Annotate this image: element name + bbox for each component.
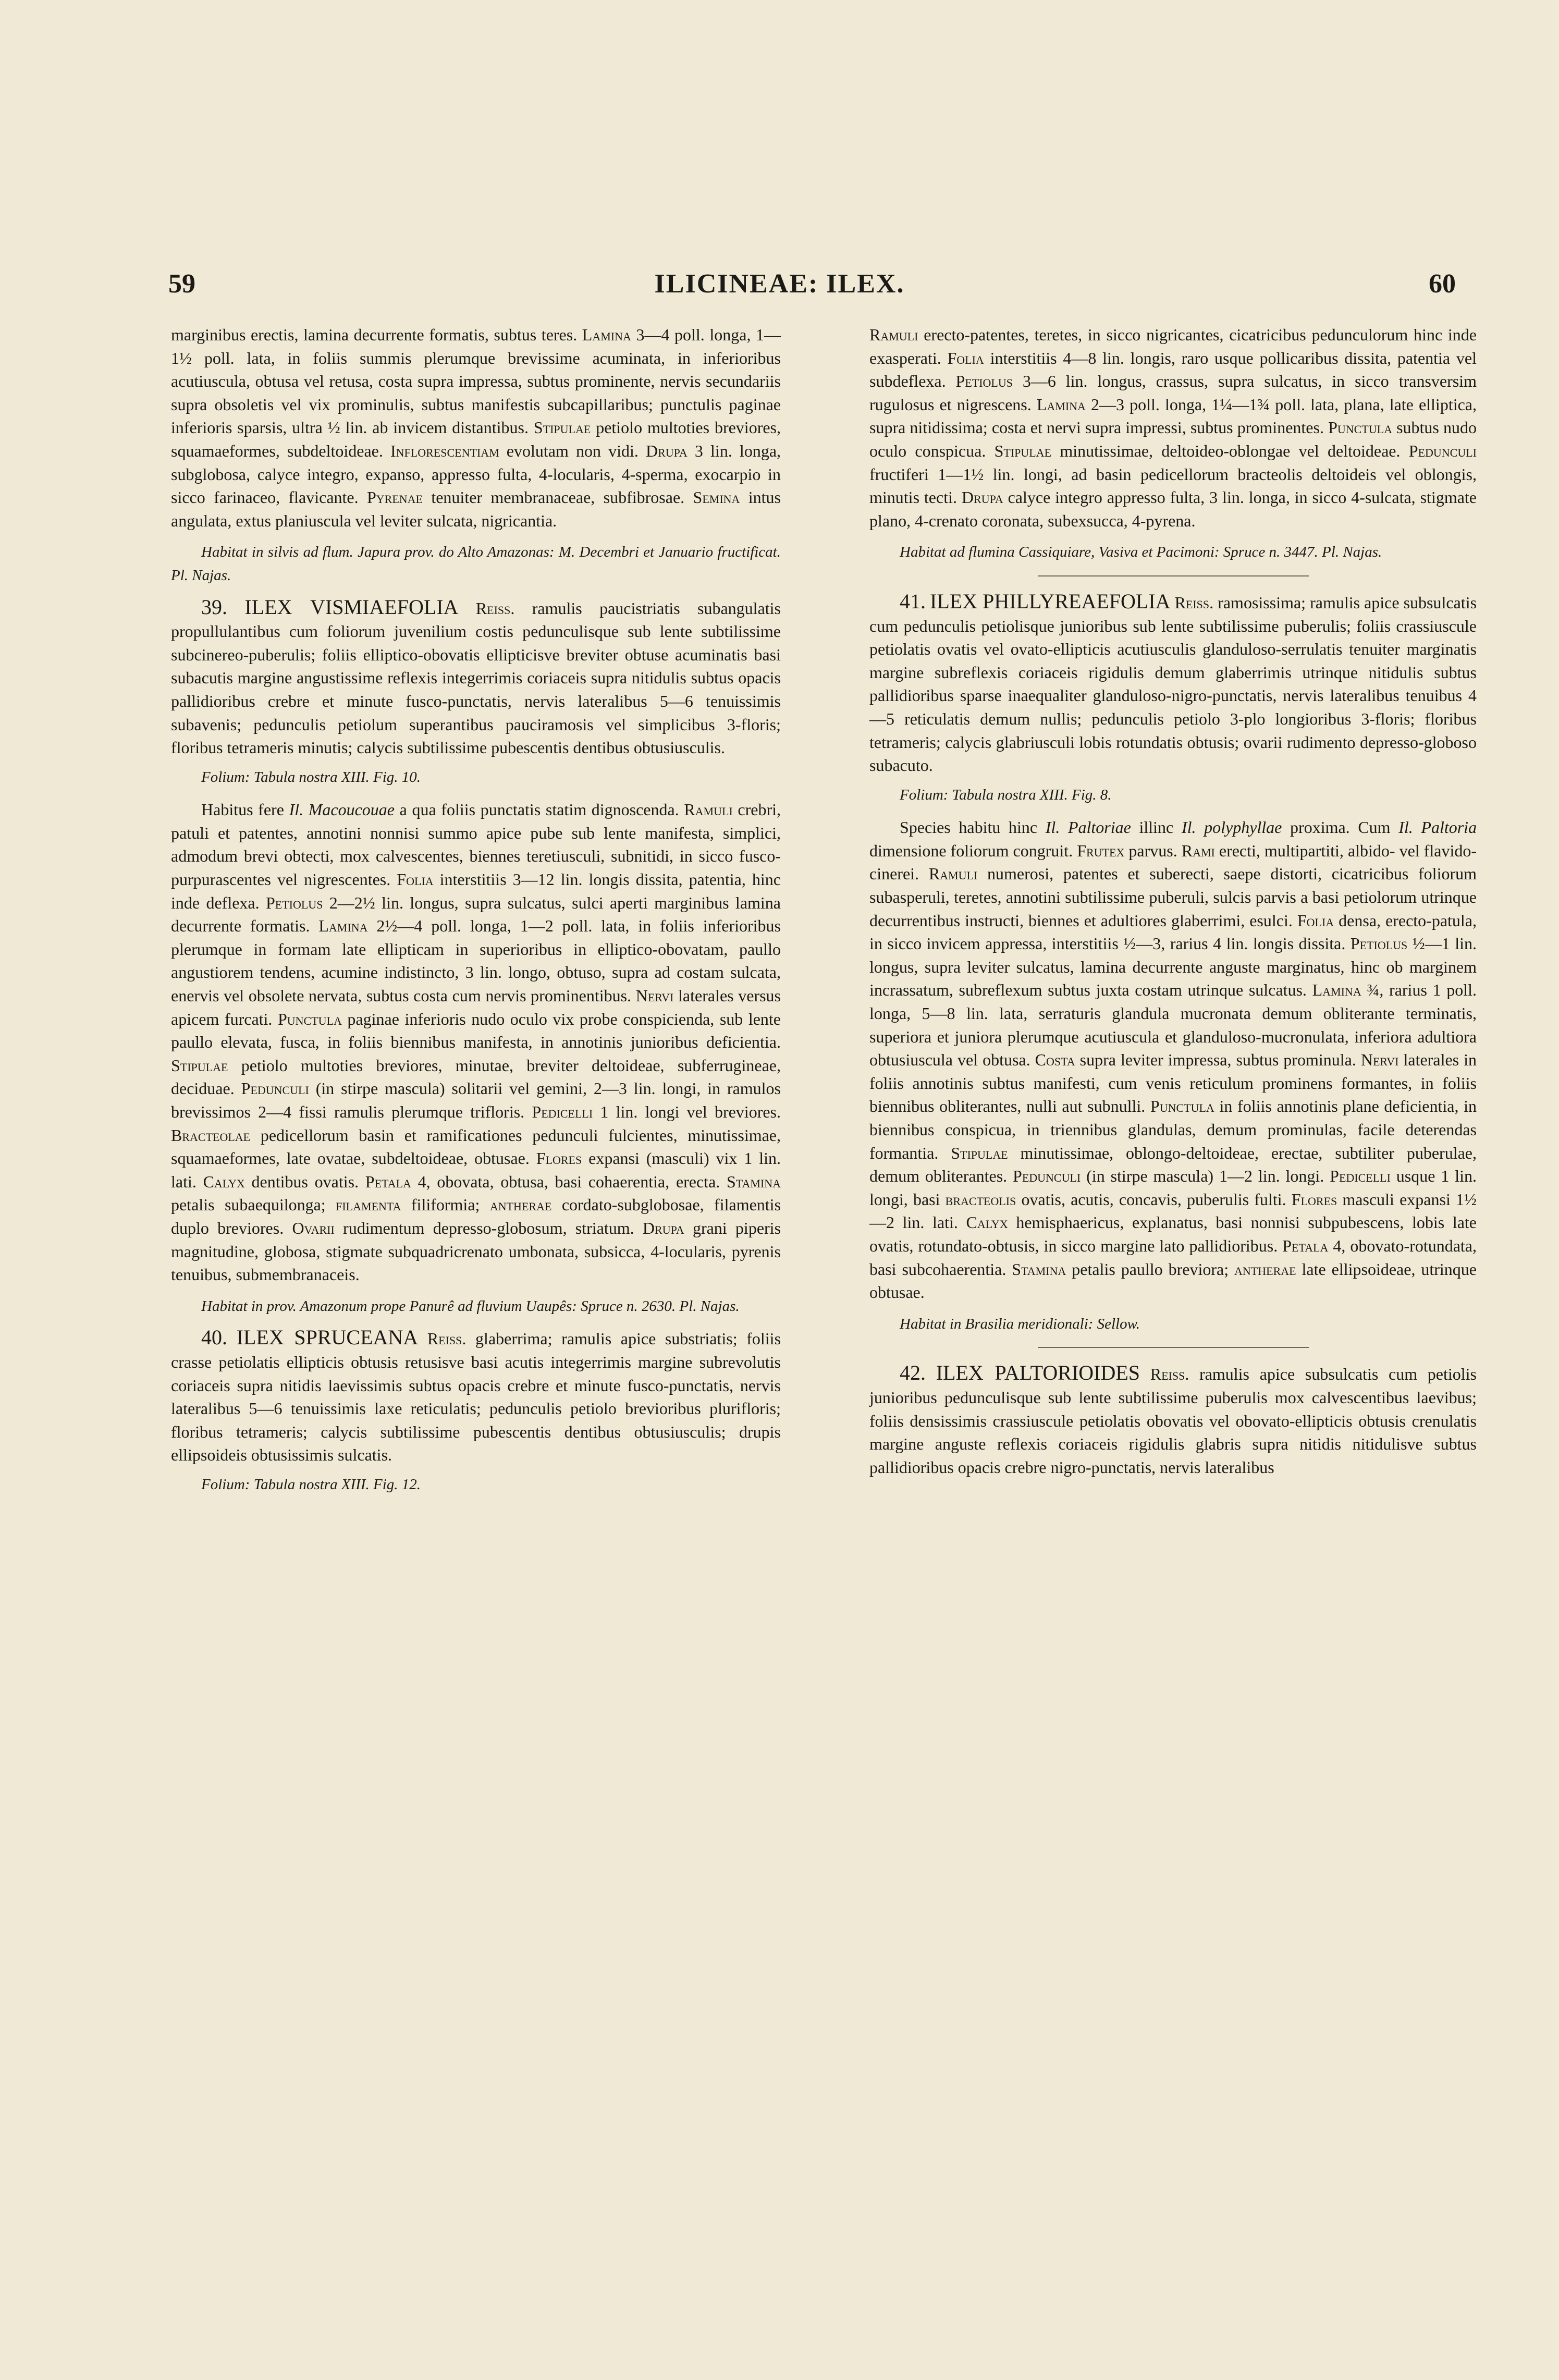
habitat-note: Habitat in Brasilia meridionali: Sellow. bbox=[900, 1315, 1140, 1332]
paragraph-continuation: marginibus erectis, lamina decurrente formatis, subtus teres. Lamina 3—4 poll. longa, 1—1½ poll. lata, in foliis summis plerumque brevissime acuminata, in inferioribus acutiuscula, obtusa vel retusa, costa supra impressa, subtus prominente, nervis secundariis supra obsoletis vel vix prominulis, subtus manifestis subcapillaribus; punctulis paginae inferioris sparsis, ultra ½ lin. ab invicem distantibus. Stipulae petiolo multoties breviores, squamaeformes, subdeltoideae. Inflorescentiam evolutam non vidi. Drupa 3 lin. longa, subglobosa, calyce integro, expanso, appresso fulta, 4-locularis, 4-sperma, exocarpio in sicco farinaceo, flavicante. Pyrenae tenuiter membranaceae, subfibrosae. Semina intus angulata, extus planiuscula vel leviter sulcata, nigricantia. bbox=[171, 325, 781, 530]
species-40-name: ILEX SPRUCEANA bbox=[236, 1326, 419, 1350]
page-number-right: 60 bbox=[1429, 269, 1456, 299]
running-header bbox=[0, 268, 1559, 305]
right-column bbox=[869, 323, 1477, 1479]
species-41-name: ILEX PHILLYREAEFOLIA bbox=[930, 589, 1171, 613]
section-divider bbox=[1038, 575, 1309, 576]
species-41-description: Species habitu hinc Il. Paltoriae illinc Il. polyphyllae proxima. Cum Il. Paltoria dimensione foliorum congruit. Frutex parvus. Rami erecti, multipartiti, albido- vel flavido-cinerei. Ramuli numerosi, patentes et suberecti, saepe distorti, cicatricibus foliorum subasperuli, teretes, annotini subtilissime puberuli, sulcis parvis a basi petiolorum utrinque decurrentibus instructi, biennes et adultiores glaberrimi, esulci. Folia densa, erecto-patula, in sicco invicem appressa, interstitiis ½—3, rarius 4 lin. longis dissita. Petiolus ½—1 lin. longus, supra leviter sulcatus, lamina decurrente anguste marginatus, hinc ob marginem incrassatum, subreflexum subtus juxta costam utrinque sulcatus. Lamina ¾, rarius 1 poll. longa, 5—8 lin. lata, serraturis glandula mucronata demum obliterante terminatis, superiora et juniora plerumque acutiuscula et glanduloso-mucronulata, inferiora adultiora obtusiuscula vel obtusa. Costa supra leviter impressa, subtus prominula. Nervi laterales in foliis annotinis subtus manifesti, cum venis reticulum prominens formantes, in foliis biennibus obliterantes, nulli aut subnulli. Punctula in foliis annotinis plane deficientia, in biennibus conspicua, in triennibus glandulas, demum prominulas, facile deterendas formantia. Stipulae minutissimae, oblongo-deltoideae, erectae, subtiliter puberulae, demum obliterantes. Pedunculi (in stirpe mascula) 1—2 lin. longi. Pedicelli usque 1 lin. longi, basi bracteolis ovatis, acutis, concavis, puberulis fulti. Flores masculi expansi 1½—2 lin. lati. Calyx hemisphaericus, explanatus, basi nonnisi subpubescens, lobis late ovatis, rotundato-obtusis, in sicco margine lato pallidioribus. Petala 4, obovato-rotundata, basi subcohaerentia. Stamina petalis paullo breviora; antherae late ellipsoideae, utrinque obtusae. bbox=[869, 818, 1477, 1302]
species-39-diagnosis: 39. ILEX VISMIAEFOLIA Reiss. ramulis paucistriatis subangulatis propullulantibus cum foliorum juvenilium costis pedunculisque sub lente subtilissime subcinereo-puberulis; foliis elliptico-obovatis ellipticisve breviter obtuse acuminatis basi subacutis margine angustissime reflexis integerrimis coriaceis supra nitidulis subtus opacis pallidioribus crebre et minute fusco-punctatis, nervis lateralibus 5—6 tenuissimis subavenis; pedunculis petiolum superantibus pauciramosis vel simplicibus 3-floris; floribus tetrameris minutis; calycis subtilissime pubescentis dentibus obtusiusculis. bbox=[171, 595, 781, 757]
section-divider bbox=[1038, 1347, 1309, 1348]
running-title: ILICINEAE: ILEX. bbox=[654, 269, 905, 299]
left-column bbox=[171, 323, 781, 1506]
figure-reference: Folium: Tabula nostra XIII. Fig. 10. bbox=[201, 768, 421, 786]
species-39-name: ILEX VISMIAEFOLIA bbox=[244, 595, 459, 619]
species-42-name: ILEX PALTORIOIDES bbox=[936, 1361, 1140, 1385]
species-41-diagnosis: 41. ILEX PHILLYREAEFOLIA Reiss. ramosissima; ramulis apice subsulcatis cum pedunculis petiolisque junioribus sub lente subtilissime puberulis; foliis crassiuscule petiolatis ovatis vel ovato-ellipticis acutiusculis glanduloso-serrulatis tenuiter marginatis margine subreflexis coriaceis rigidulis demum glaberrimis utrinque nitidulis subtus pallidioribus sparse inaequaliter glanduloso-nigro-punctatis, nervis lateralibus tenuibus 4—5 reticulatis demum nullis; pedunculis petiolo 3-plo longioribus 3-floris; floribus tetrameris; calycis glabriusculi lobis rotundatis obtusis; ovarii rudimento depresso-globoso subacuto. bbox=[869, 589, 1477, 775]
figure-reference: Folium: Tabula nostra XIII. Fig. 8. bbox=[900, 786, 1112, 803]
species-40-description: Ramuli erecto-patentes, teretes, in sicco nigricantes, cicatricibus pedunculorum hinc inde exasperati. Folia interstitiis 4—8 lin. longis, raro usque pollicaribus dissita, patentia vel subdeflexa. Petiolus 3—6 lin. longus, crassus, supra sulcatus, in sicco transversim rugulosus et nigrescens. Lamina 2—3 poll. longa, 1¼—1¾ poll. lata, plana, late elliptica, supra nitidissima; costa et nervi supra impressi, subtus prominentes. Punctula subtus nudo oculo conspicua. Stipulae minutissimae, deltoideo-oblongae vel deltoideae. Pedunculi fructiferi 1—1½ lin. longi, ad basin pedicellorum bracteolis deltoideis vel oblongis, minutis tecti. Drupa calyce integro appresso fulta, 3 lin. longa, in sicco 4-sulcata, stigmate plano, 4-crenato coronata, subexsucca, 4-pyrena. bbox=[869, 325, 1477, 530]
species-42-diagnosis: 42. ILEX PALTORIOIDES Reiss. ramulis apice subsulcatis cum petiolis junioribus pedunculisque sub lente subtilissime puberulis mox calvescentibus laevibus; foliis densissimis crassiuscule petiolatis obovatis vel obovato-ellipticis obtusis crenulatis margine anguste reflexis coriaceis rigidulis glabris supra nitidis nitidulisve subtus pallidioribus opacis crebre nigro-punctatis, nervis lateralibus bbox=[869, 1361, 1477, 1477]
page-number-left: 59 bbox=[168, 269, 195, 299]
figure-reference: Folium: Tabula nostra XIII. Fig. 12. bbox=[201, 1476, 421, 1493]
habitat-note: Habitat ad flumina Cassiquiare, Vasiva et Pacimoni: Spruce n. 3447. Pl. Najas. bbox=[900, 544, 1382, 561]
species-39-description: Habitus fere Il. Macoucouae a qua foliis punctatis statim dignoscenda. Ramuli crebri, patuli et patentes, annotini nonnisi summo apice pube sub lente manifesta, simplici, admodum brevi obtecti, mox calvescentes, biennes teretiusculi, subnitidi, in sicco fusco-purpurascentes vel nigrescentes. Folia interstitiis 3—12 lin. longis dissita, patentia, hinc inde deflexa. Petiolus 2—2½ lin. longus, supra sulcatus, sulci aperti marginibus lamina decurrente formatis. Lamina 2½—4 poll. longa, 1—2 poll. lata, in foliis inferioribus plerumque in formam late ellipticam in superioribus in elliptico-obovatam, paullo angustiorem tendens, acumine indistincto, 3 lin. longo, obtuso, supra ad costam sulcata, enervis vel obsolete nervata, subtus costa cum nervis prominentibus. Nervi laterales versus apicem furcati. Punctula paginae inferioris nudo oculo vix probe conspicienda, sub lente paullo elevata, fusca, in foliis biennibus manifesta, in annotinis junioribus deficientia. Stipulae petiolo multoties breviores, minutae, breviter deltoideae, subferrugineae, deciduae. Pedunculi (in stirpe mascula) solitarii vel gemini, 2—3 lin. longi, in ramulos brevissimos 2—4 fissi ramulis plerumque trifloris. Pedicelli 1 lin. longi vel breviores. Bracteolae pedicellorum basin et ramificationes pedunculi fulcientes, minutissimae, squamaeformes, late ovatae, subdeltoideae, obtusae. Flores expansi (masculi) vix 1 lin. lati. Calyx dentibus ovatis. Petala 4, obovata, obtusa, basi cohaerentia, erecta. Stamina petalis subaequilonga; filamenta filiformia; antherae cordato-subglobosae, filamentis duplo breviores. Ovarii rudimentum depresso-globosum, striatum. Drupa grani piperis magnitudine, globosa, stigmate subquadricrenato umbonata, subsicca, 4-locularis, pyrenis tenuibus, submembranaceis. bbox=[171, 800, 781, 1284]
species-40-diagnosis: 40. ILEX SPRUCEANA Reiss. glaberrima; ramulis apice substriatis; foliis crasse petiolatis ellipticis obtusis retusisve basi acutis integerrimis margine subrevolutis coriaceis supra nitidis laevissimis subtus opacis crebre et minute fusco-punctatis, nervis lateralibus 5—6 tenuissimis laxe reticulatis; pedunculis petiolo brevioribus plurifloris; floribus tetrameris; calycis subtilissime pubescentis dentibus obtusiusculis; drupis ellipsoideis obtusissimis sulcatis. bbox=[171, 1326, 781, 1465]
habitat-note: Habitat in silvis ad flum. Japura prov. do Alto Amazonas: M. Decembri et Januario fructificat. Pl. Najas. bbox=[171, 544, 781, 584]
habitat-note: Habitat in prov. Amazonum prope Panurê ad fluvium Uaupês: Spruce n. 2630. Pl. Najas. bbox=[201, 1297, 740, 1315]
